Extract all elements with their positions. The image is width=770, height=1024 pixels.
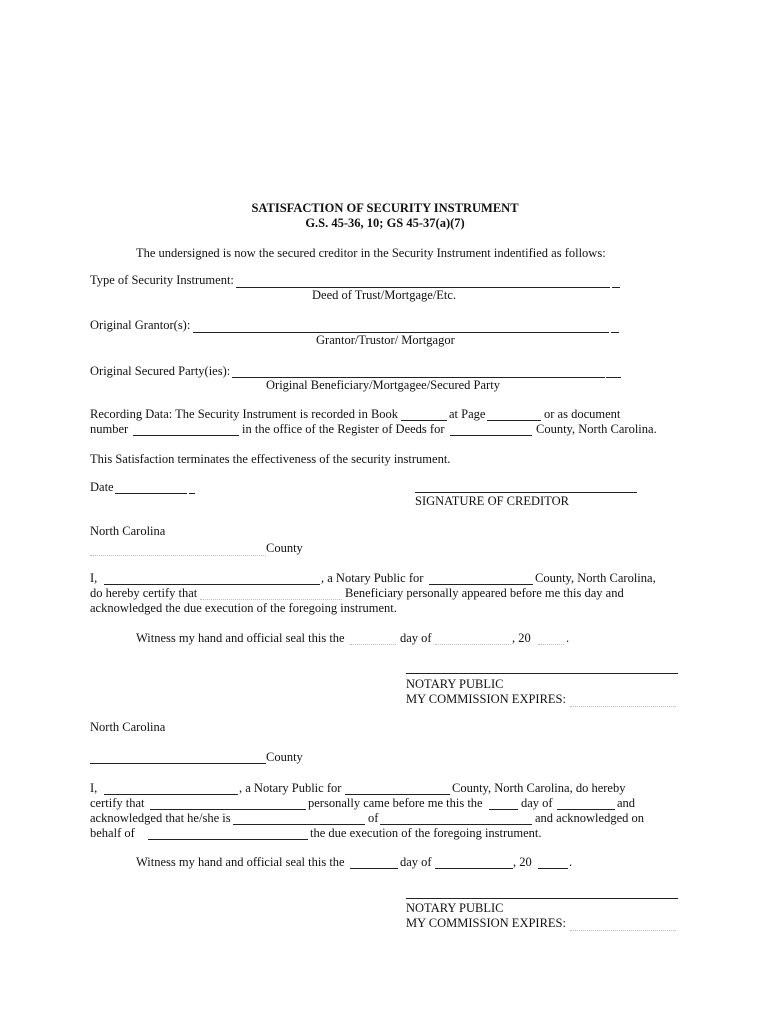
notary2-notary-for: , a Notary Public for [239,781,342,795]
notary2-witness-day-input-line[interactable] [350,868,398,869]
notary1-year-input-line[interactable] [538,644,564,645]
secured-party-label: Original Secured Party(ies): [90,364,231,378]
notary1-county-nc: County, North Carolina, [535,571,656,585]
notary2-county-nc: County, North Carolina, do hereby [452,781,626,795]
notary2-behalf-of: behalf of [90,826,135,840]
notary2-state: North Carolina [90,720,166,734]
notary2-day-input-line[interactable] [489,809,518,810]
notary2-twenty: , 20 [513,855,532,869]
recording-text-1: Recording Data: The Security Instrument is recorded in Book [90,407,399,421]
date-input-line[interactable] [115,493,187,494]
type-label: Type of Security Instrument: [90,273,234,287]
notary1-state: North Carolina [90,524,166,538]
notary2-name-input-line[interactable] [104,794,238,795]
notary2-behalf-input-line[interactable] [148,839,308,840]
notary1-day-input-line[interactable] [350,644,396,645]
grantor-label: Original Grantor(s): [90,318,191,332]
notary1-beneficiary: Beneficiary personally appeared before me this day and [345,586,624,600]
notary2-of: of [368,811,379,825]
notary2-commission-input-line[interactable] [570,930,676,931]
recording-text-4: number [90,422,129,436]
recording-text-6: County, North Carolina. [536,422,657,436]
notary2-commission: MY COMMISSION EXPIRES: [406,916,566,930]
notary2-day-of: day of [521,796,553,810]
notary2-ack-that: acknowledged that he/she is [90,811,231,825]
notary2-month-input-line[interactable] [557,809,615,810]
notary2-signature-line[interactable] [406,898,678,899]
notary2-county-label: County [266,750,303,764]
notary2-witness-year-input-line[interactable] [538,868,568,869]
notary1-signature-line[interactable] [406,673,678,674]
notary1-witness: Witness my hand and official seal this the [136,631,345,645]
notary1-certify-input-line[interactable] [200,599,342,600]
notary2-and: and [617,796,636,810]
grantor-input-line-end [611,332,619,333]
notary1-commission-input-line[interactable] [570,706,676,707]
type-caption: Deed of Trust/Mortgage/Etc. [312,288,457,302]
register-county-input-line[interactable] [450,435,532,436]
notary2-title-input-line[interactable] [233,824,365,825]
notary2-came-before: personally came before me this the [308,796,483,810]
notary1-period: . [566,631,570,645]
date-label: Date [90,480,114,494]
recording-text-5: in the office of the Register of Deeds for [242,422,445,436]
notary1-month-input-line[interactable] [435,644,511,645]
notary2-day-of2: day of [400,855,432,869]
secured-party-caption: Original Beneficiary/Mortgagee/Secured Party [266,378,500,392]
notary2-certify-input-line[interactable] [150,809,306,810]
notary2-period: . [569,855,573,869]
notary2-entity-input-line[interactable] [380,824,532,825]
notary2-witness: Witness my hand and official seal this the [136,855,345,869]
notary1-county-label: County [266,541,303,555]
notary1-day-of: day of [400,631,432,645]
notary1-notary-public: NOTARY PUBLIC [406,677,504,691]
notary1-acknowledgment: acknowledged the due execution of the foregoing instrument. [90,601,397,615]
book-input-line[interactable] [401,420,447,421]
notary2-due-exec: the due execution of the foregoing instrument. [310,826,542,840]
statute-reference: G.S. 45-36, 10; GS 45-37(a)(7) [305,216,465,230]
notary1-twenty: , 20 [512,631,531,645]
notary1-notary-for: , a Notary Public for [321,571,424,585]
intro-text: The undersigned is now the secured creditor in the Security Instrument indentified as follows: [136,246,606,260]
type-input-line-end [612,287,620,288]
termination-text: This Satisfaction terminates the effectiveness of the security instrument. [90,452,451,466]
notary2-i: I, [90,781,98,795]
notary2-certify: certify that [90,796,145,810]
recording-text-3: or as document [544,407,621,421]
signature-caption: SIGNATURE OF CREDITOR [415,494,569,508]
notary1-i: I, [90,571,98,585]
notary1-county-input-line[interactable] [90,555,266,556]
secured-party-input-line-end [606,377,621,378]
page-input-line[interactable] [487,420,541,421]
notary2-notary-public: NOTARY PUBLIC [406,901,504,915]
grantor-caption: Grantor/Trustor/ Mortgagor [316,333,455,347]
date-input-line-end [189,493,195,494]
notary2-county-input-line[interactable] [90,763,266,764]
recording-text-2: at Page [449,407,486,421]
notary1-commission: MY COMMISSION EXPIRES: [406,692,566,706]
document-title: SATISFACTION OF SECURITY INSTRUMENT [251,201,519,215]
notary1-name-input-line[interactable] [104,584,320,585]
notary1-certify: do hereby certify that [90,586,198,600]
notary1-notary-county-input-line[interactable] [429,584,533,585]
notary2-witness-month-input-line[interactable] [435,868,513,869]
notary2-notary-county-input-line[interactable] [345,794,450,795]
document-number-input-line[interactable] [133,435,239,436]
signature-line[interactable] [415,492,637,493]
notary2-and-ack-on: and acknowledged on [535,811,644,825]
